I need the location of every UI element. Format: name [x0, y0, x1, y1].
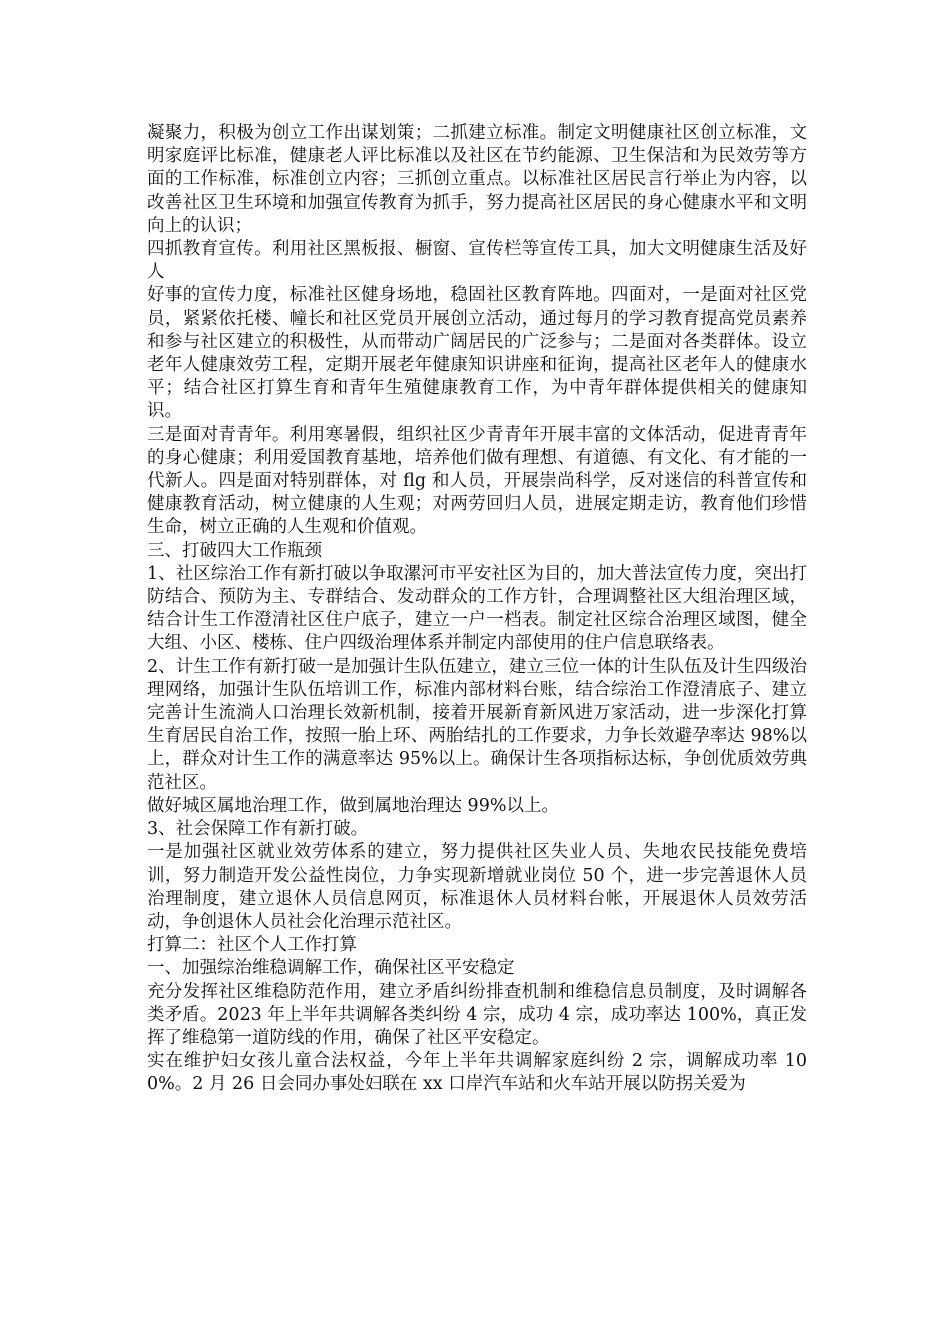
- paragraph: 一是加强社区就业效劳体系的建立，努力提供社区失业人员、失地农民技能免费培训，努力制造开发公益性岗位，力争实现新增就业岗位 50 个，进一步完善退休人员治理制度，建立退休人员信息网页，标准退休人员材料台帐，开展退休人员效劳活动，争创退休人员社会化治理示范社区。: [147, 842, 807, 932]
- paragraph: 充分发挥社区维稳防范作用，建立矛盾纠纷排查机制和维稳信息员制度，及时调解各类矛盾。2023 年上半年共调解各类纠纷 4 宗，成功 4 宗，成功率达 100%，真正发挥了维稳第一道防线的作用，确保了社区平安稳定。: [147, 981, 807, 1048]
- subheading: 3、社会保障工作有新打破。: [147, 819, 369, 840]
- paragraph: 好事的宣传力度，标准社区健身场地，稳固社区教育阵地。四面对，一是面对社区党员，紧紧依托楼、幢长和社区党员开展创立活动，通过每月的学习教育提高党员素养和参与社区建立的积极性，从而带动广阔居民的广泛参与；二是面对各类群体。设立老年人健康效劳工程，定期开展老年健康知识讲座和征询，提高社区老年人的健康水平；结合社区打算生育和青年生殖健康教育工作，为中青年群体提供相关的健康知识。: [147, 285, 807, 422]
- section-heading: 三、打破四大工作瓶颈: [147, 540, 322, 561]
- section-heading: 打算二：社区个人工作打算: [147, 935, 357, 956]
- paragraph: 实在维护妇女孩儿童合法权益，今年上半年共调解家庭纠纷 2 宗，调解成功率 100%。2 月 26 日会同办事处妇联在 xx 口岸汽车站和火车站开展以防拐关爱为: [147, 1051, 807, 1095]
- paragraph: 三是面对青青年。利用寒暑假，组织社区少青青年开展丰富的文体活动，促进青青年的身心健康；利用爱国教育基地，培养他们做有理想、有道德、有文化、有才能的一代新人。四是面对特别群体，对 flg 和人员，开展崇尚科学，反对迷信的科普宣传和健康教育活动，树立健康的人生观；对两劳回归人员，进展定期走访，教育他们珍惜生命，树立正确的人生观和价值观。: [147, 424, 807, 538]
- paragraph: 凝聚力，积极为创立工作出谋划策；二抓建立标准。制定文明健康社区创立标准，文明家庭评比标准，健康老人评比标准以及社区在节约能源、卫生保洁和为民效劳等方面的工作标准，标准创立内容；三抓创立重点。以标准社区居民言行举止为内容，以改善社区卫生环境和加强宣传教育为抓手，努力提高社区居民的身心健康水平和文明向上的认识；: [147, 123, 807, 236]
- paragraph: 1、社区综治工作有新打破以争取漯河市平安社区为目的，加大普法宣传力度，突出打防结合、预防为主、专群结合、发动群众的工作方针，合理调整社区大组治理区域，结合计生工作澄清社区住户底子，建立一户一档表。制定社区综合治理区域图，健全大组、小区、楼栋、住户四级治理体系并制定内部使用的住户信息联络表。: [147, 563, 807, 654]
- section-heading: 一、加强综治维稳调解工作，确保社区平安稳定: [147, 958, 515, 979]
- document-page: [147, 122, 807, 1097]
- paragraph: 四抓教育宣传。利用社区黑板报、橱窗、宣传栏等宣传工具，加大文明健康生活及好人: [147, 239, 807, 283]
- paragraph: 2、计生工作有新打破一是加强计生队伍建立，建立三位一体的计生队伍及计生四级治理网络，加强计生队伍培训工作，标准内部材料台账，结合综治工作澄清底子、建立完善计生流淌人口治理长效新机制，接着开展新育新风进万家活动，进一步深化打算生育居民自治工作，按照一胎上环、两胎结扎的工作要求，力争长效避孕率达 98%以上，群众对计生工作的满意率达 95%以上。确保计生各项指标达标，争创优质效劳典范社区。: [147, 656, 807, 793]
- paragraph: 做好城区属地治理工作，做到属地治理达 99%以上。: [147, 795, 559, 816]
